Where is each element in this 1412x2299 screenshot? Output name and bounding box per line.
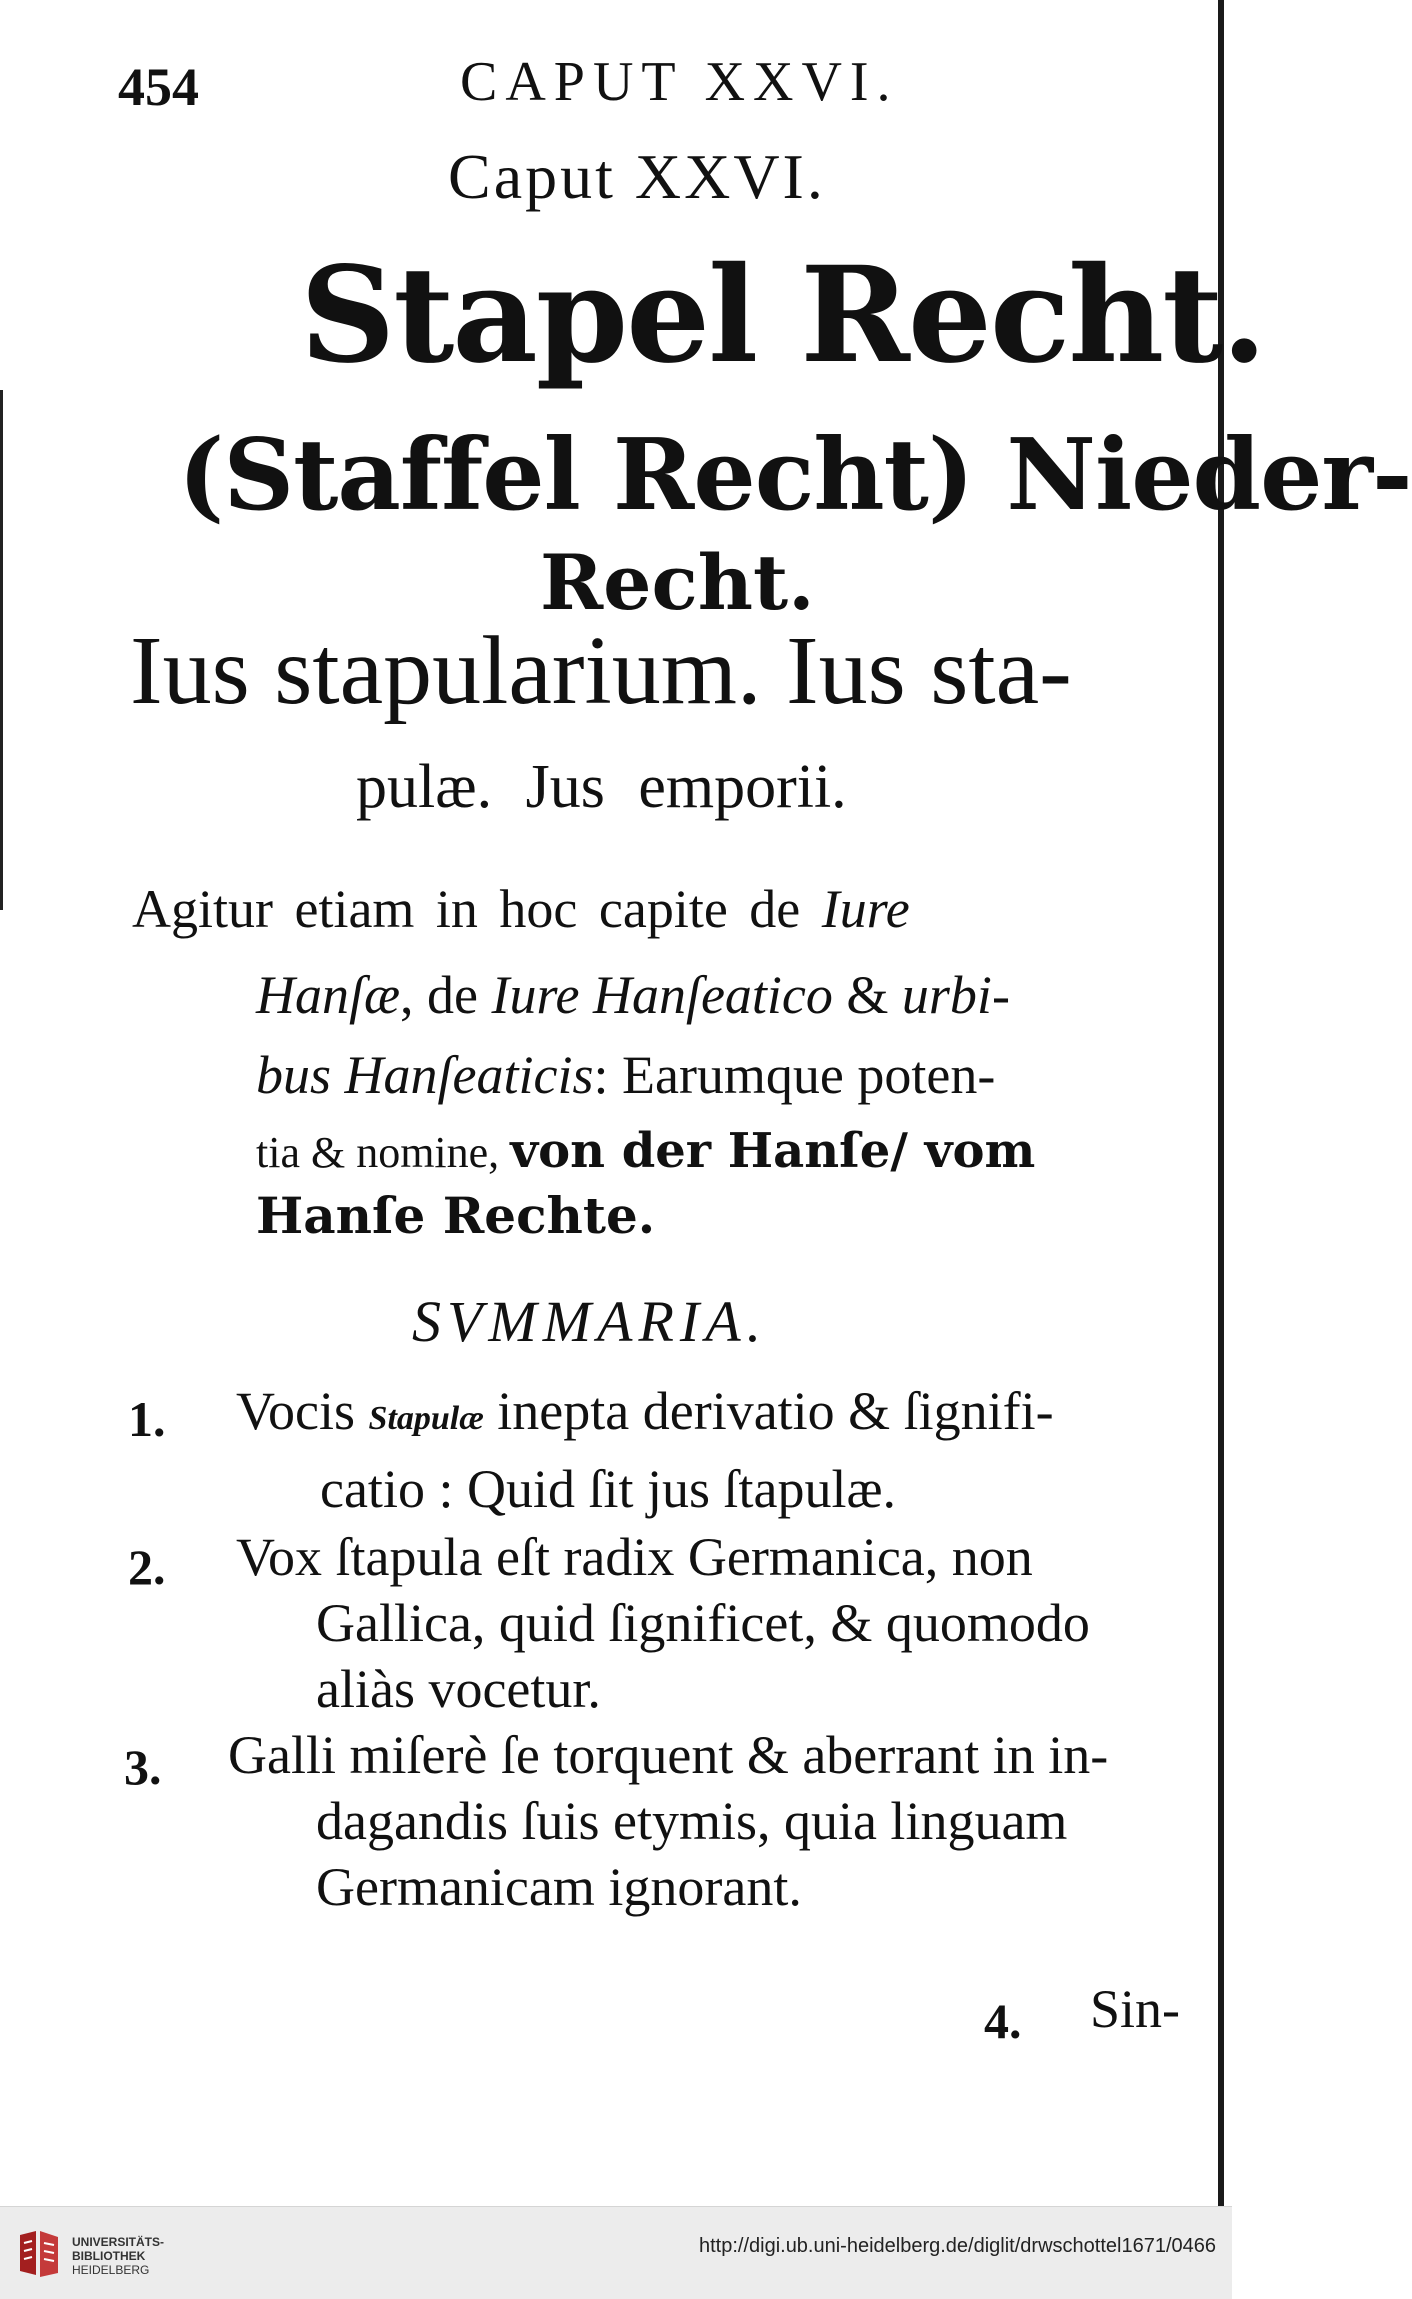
logo-line-2: BIBLIOTHEK <box>72 2249 146 2263</box>
logo-line-1: UNIVERSITÄTS- <box>72 2235 165 2249</box>
summary-item-number: 1. <box>128 1391 166 1447</box>
library-logo-text <box>72 2235 164 2277</box>
university-library-logo-icon <box>16 2229 62 2279</box>
summary-item-2-line-1: Vox ſtapula eſt radix Germanica, non <box>236 1527 1033 1587</box>
source-url-link[interactable]: http://digi.ub.uni-heidelberg.de/diglit/drwschottel1671/0466 <box>698 2235 1216 2257</box>
summary-italic: Stapulæ <box>368 1400 484 1437</box>
summary-item-number: 2. <box>128 1539 166 1595</box>
intro-italic: bus Hanſeaticis <box>256 1045 594 1105</box>
scan-border-left <box>0 390 3 910</box>
intro-text: : Earumque poten- <box>593 1045 996 1105</box>
summary-item-3-line-3: Germanicam ignorant. <box>316 1857 802 1917</box>
intro-text: Agitur etiam in hoc capite de <box>132 879 822 939</box>
chapter-title-german-line-1: Stapel Recht. <box>300 238 1266 393</box>
summary-text: Vocis <box>236 1381 369 1441</box>
summary-item-1-line-2: catio : Quid ſit jus ſtapulæ. <box>320 1459 896 1519</box>
intro-line-1 <box>132 878 910 940</box>
intro-line-5: Hanſe Rechte. <box>256 1186 656 1245</box>
intro-italic: Iure Hanſeatico <box>491 965 833 1025</box>
intro-line-3 <box>256 1044 995 1106</box>
intro-text: tia & nomine, <box>256 1128 511 1177</box>
intro-italic: Iure <box>821 879 910 939</box>
intro-italic: Hanſæ <box>256 965 401 1025</box>
summary-item-3-line-1: Galli miſerè ſe torquent & aberrant in in- <box>228 1725 1109 1785</box>
summary-item-2-line-3: aliàs vocetur. <box>316 1659 601 1719</box>
logo-line-3: HEIDELBERG <box>72 2263 150 2277</box>
chapter-title-german-line-3: Recht. <box>540 538 815 627</box>
chapter-title-latin-line-1: Ius stapularium. Ius sta- <box>130 617 1072 725</box>
summary-text: inepta derivatio & ſignifi- <box>483 1381 1054 1441</box>
running-head: CAPUT XXVI. <box>460 51 899 113</box>
footer-bar <box>0 2206 1232 2299</box>
page-number: 454 <box>118 57 199 117</box>
intro-text: , de <box>400 965 492 1025</box>
summaria-heading: SVMMARIA. <box>412 1289 768 1354</box>
intro-gothic: von der Hanſe/ vom <box>510 1123 1036 1179</box>
summary-item-3-line-2: dagandis ſuis etymis, quia linguam <box>316 1791 1068 1851</box>
summary-item-2-line-2: Gallica, quid ſignificet, & quomodo <box>316 1593 1090 1653</box>
summary-item-1-line-1 <box>236 1380 1054 1442</box>
summary-item-number: 3. <box>124 1739 162 1795</box>
chapter-title-latin-line-2: pulæ. Jus emporii. <box>356 753 847 821</box>
intro-line-2 <box>256 964 1010 1026</box>
intro-line-4 <box>256 1118 1035 1180</box>
catchword: Sin- <box>1090 1979 1181 2039</box>
chapter-heading: Caput XXVI. <box>448 141 826 212</box>
chapter-title-german-line-2: (Staffel Recht) Nieder- <box>178 418 1412 533</box>
intro-italic: urbi- <box>901 965 1010 1025</box>
catchword-number: 4. <box>984 1993 1022 2049</box>
intro-text: & <box>832 965 902 1025</box>
